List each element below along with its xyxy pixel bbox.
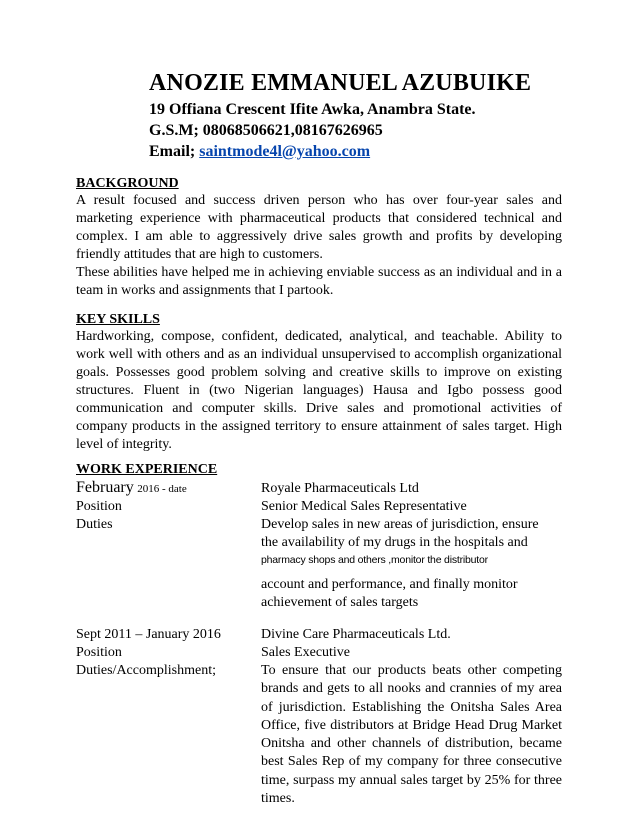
job1-duties-line-3: pharmacy shops and others ,monitor the distributor — [261, 554, 488, 566]
job1-position-label: Position — [76, 499, 122, 514]
job2-company: Divine Care Pharmaceuticals Ltd. — [261, 627, 451, 642]
job1-duties-label: Duties — [76, 517, 113, 532]
job1-duties-line-4: account and performance, and finally monitor — [261, 577, 518, 592]
key-skills-heading: KEY SKILLS — [76, 312, 160, 327]
phone-numbers: G.S.M; 08068506621,08167626965 — [149, 122, 383, 139]
job2-duties-label: Duties/Accomplishment; — [76, 663, 216, 678]
job2-duties-text: To ensure that our products beats other competing brands and gets to all nooks and crannies of my area of jurisdiction. Establishing the Onitsha Sales Area Office, five distributors at Bridge Head Drug Market Onitsha and other channels of distribution, became best Sales Rep of my company for three consecutive time, surpass my annual sales target by 25% for three times. — [261, 663, 562, 807]
background-paragraph-1: A result focused and success driven person who has over four-year sales and marketing experience with pharmaceutical products that considered technical and complex. I am able to aggressively drive sales growth and profits by developing friendly attitudes that are high to customers. — [76, 193, 562, 262]
email-link[interactable]: saintmode4l@yahoo.com — [199, 143, 371, 160]
job1-duties-line-5: achievement of sales targets — [261, 595, 419, 610]
job1-company: Royale Pharmaceuticals Ltd — [261, 481, 419, 496]
address: 19 Offiana Crescent Ifite Awka, Anambra State. — [149, 101, 476, 118]
job1-duties-line-2: the availability of my drugs in the hospitals and — [261, 535, 528, 550]
job2-date: Sept 2011 – January 2016 — [76, 627, 221, 642]
email-line — [149, 143, 370, 161]
key-skills-paragraph: Hardworking, compose, confident, dedicated, analytical, and teachable. Ability to work well with others and as an individual unsupervised to accomplish organizational goals. Possesses good problem solving and creative skills to improve on existing structures. Fluent in (two Nigerian languages) Hausa and Igbo possess good communication and computer skills. Drive sales and promotional activities of company products in the assigned territory to ensure attainment of sales target. High level of integrity. — [76, 329, 562, 452]
background-paragraph-2: These abilities have helped me in achieving enviable success as an individual and in a team in works and assignments that I partook. — [76, 265, 562, 298]
background-heading: BACKGROUND — [76, 176, 179, 191]
job2-position: Sales Executive — [261, 645, 351, 660]
job1-position: Senior Medical Sales Representative — [261, 499, 467, 514]
job2-position-label: Position — [76, 645, 122, 660]
job1-duties-line-1: Develop sales in new areas of jurisdiction, ensure — [261, 517, 539, 532]
email-label: Email; — [149, 143, 196, 160]
work-experience-heading: WORK EXPERIENCE — [76, 462, 218, 477]
applicant-name: ANOZIE EMMANUEL AZUBUIKE — [149, 70, 532, 96]
job1-date-range: 2016 - date — [137, 483, 187, 495]
job1-date — [76, 479, 187, 498]
job1-date-month: February — [76, 479, 134, 496]
